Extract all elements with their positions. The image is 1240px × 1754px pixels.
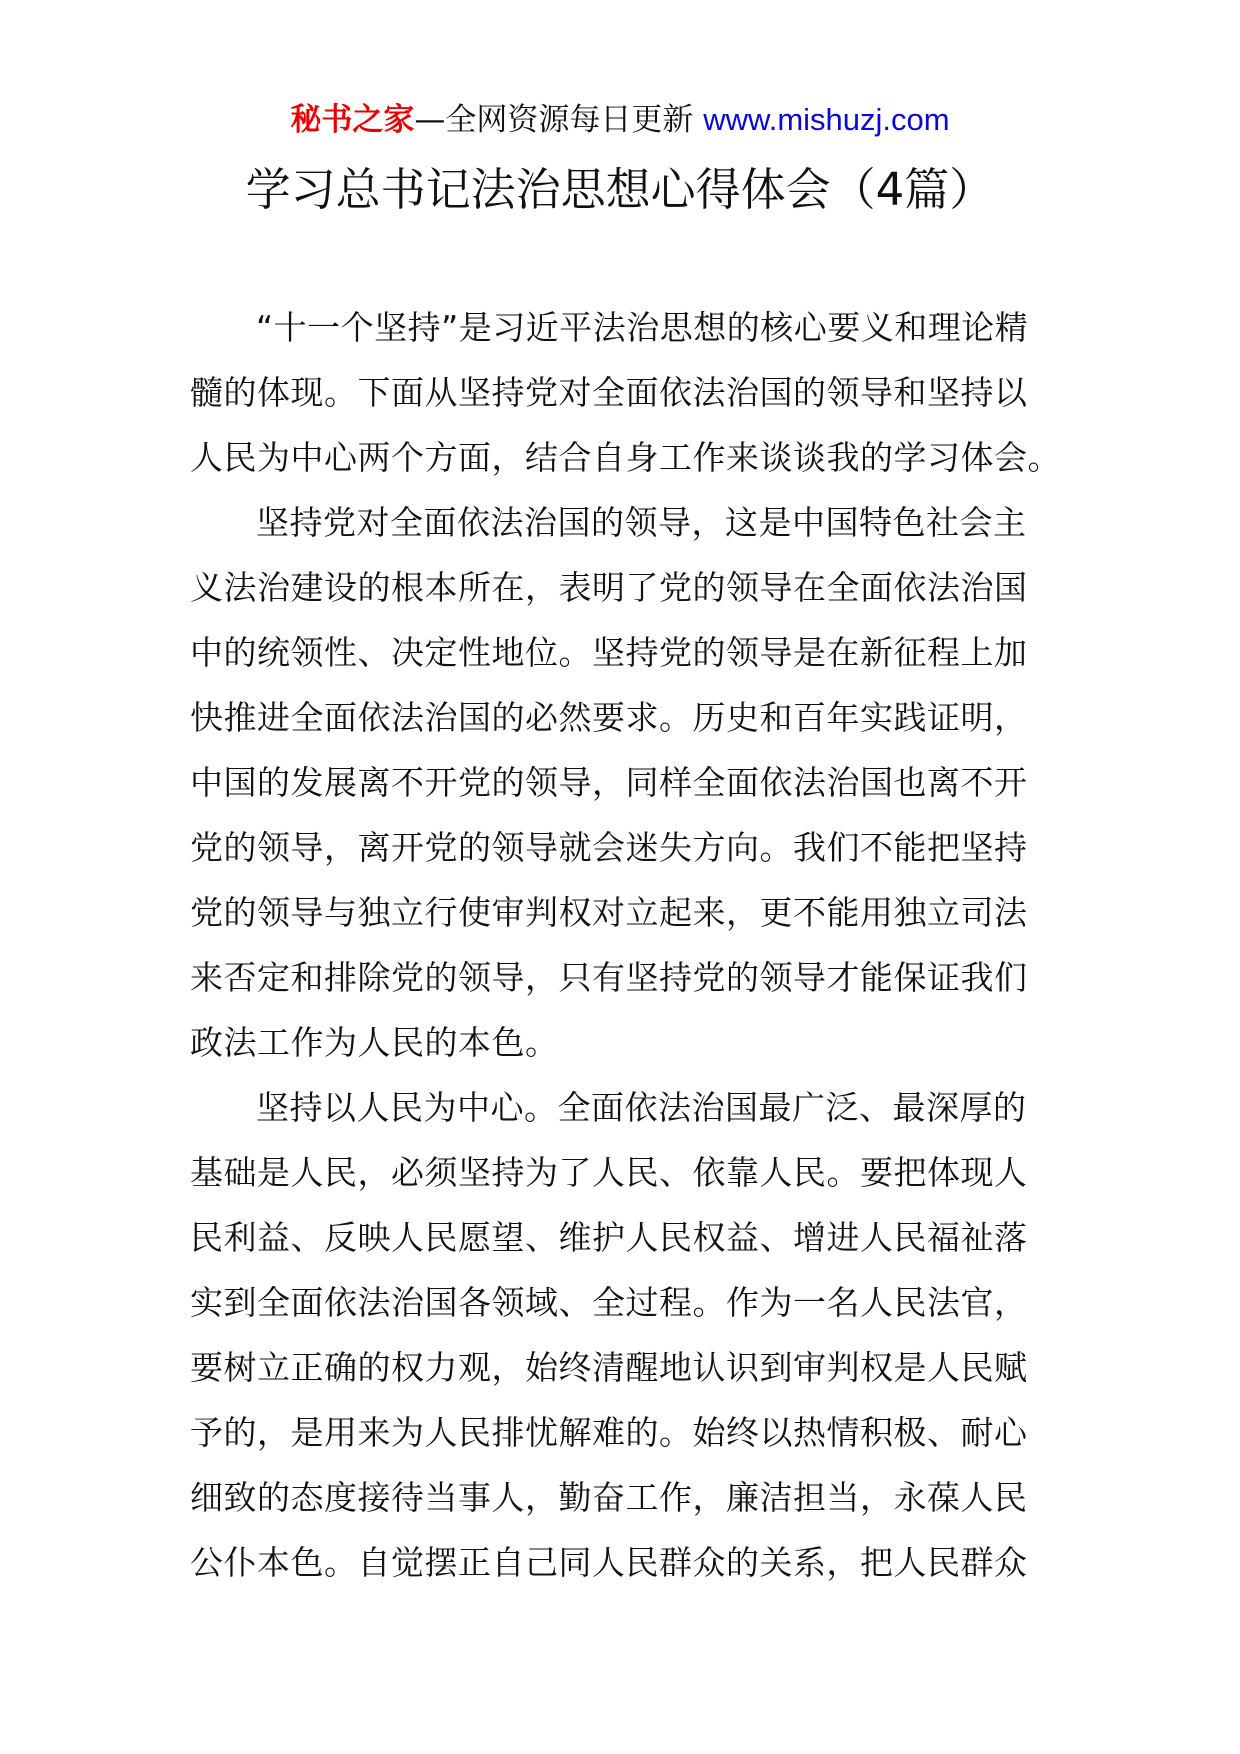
paragraph-1 [190, 295, 1061, 490]
paragraph-line: 快推进全面依法治国的必然要求。历史和百年实践证明， [190, 698, 1028, 737]
paragraph-line: 要树立正确的权力观，始终清醒地认识到审判权是人民赋 [190, 1348, 1028, 1387]
paragraph-2 [190, 490, 1040, 1075]
paragraph-line: 党的领导与独立行使审判权对立起来，更不能用独立司法 [190, 893, 1028, 932]
paragraph-line: 中国的发展离不开党的领导，同样全面依法治国也离不开 [190, 763, 1028, 802]
paragraph-line: 中的统领性、决定性地位。坚持党的领导是在新征程上加 [190, 633, 1028, 672]
paragraph-line: 坚持党对全面依法治国的领导，这是中国特色社会主 [256, 503, 1027, 542]
paragraph-line: 党的领导，离开党的领导就会迷失方向。我们不能把坚持 [190, 828, 1028, 867]
site-header [0, 98, 1240, 142]
paragraph-line: 实到全面依法治国各领域、全过程。作为一名人民法官， [190, 1283, 1028, 1322]
paragraph-line: 髓的体现。下面从坚持党对全面依法治国的领导和坚持以 [190, 373, 1028, 412]
paragraph-line: 民利益、反映人民愿望、维护人民权益、增进人民福祉落 [190, 1218, 1028, 1257]
paragraph-line: 细致的态度接待当事人，勤奋工作，廉洁担当，永葆人民 [190, 1478, 1028, 1517]
paragraph-line: 来否定和排除党的领导，只有坚持党的领导才能保证我们 [190, 958, 1028, 997]
paragraph-line: 坚持以人民为中心。全面依法治国最广泛、最深厚的 [256, 1088, 1027, 1127]
header-tagline: —全网资源每日更新 [414, 102, 704, 138]
paragraph-line: 义法治建设的根本所在，表明了党的领导在全面依法治国 [190, 568, 1028, 607]
paragraph-line: 予的，是用来为人民排忧解难的。始终以热情积极、耐心 [190, 1413, 1028, 1452]
document-title: 学习总书记法治思想心得体会（4篇） [245, 163, 995, 216]
document-body [190, 295, 1061, 1595]
paragraph-line: 公仆本色。自觉摆正自己同人民群众的关系，把人民群众 [190, 1543, 1028, 1582]
paragraph-line: 人民为中心两个方面，结合自身工作来谈谈我的学习体会。 [190, 438, 1061, 477]
brand-name: 秘书之家 [290, 102, 415, 138]
paragraph-line: “十一个坚持”是习近平法治思想的核心要义和理论精 [256, 308, 1029, 347]
paragraph-line: 政法工作为人民的本色。 [190, 1023, 559, 1062]
site-url-link[interactable]: www.mishuzj.com [703, 102, 950, 137]
paragraph-3 [190, 1075, 1040, 1595]
paragraph-line: 基础是人民，必须坚持为了人民、依靠人民。要把体现人 [190, 1153, 1028, 1192]
